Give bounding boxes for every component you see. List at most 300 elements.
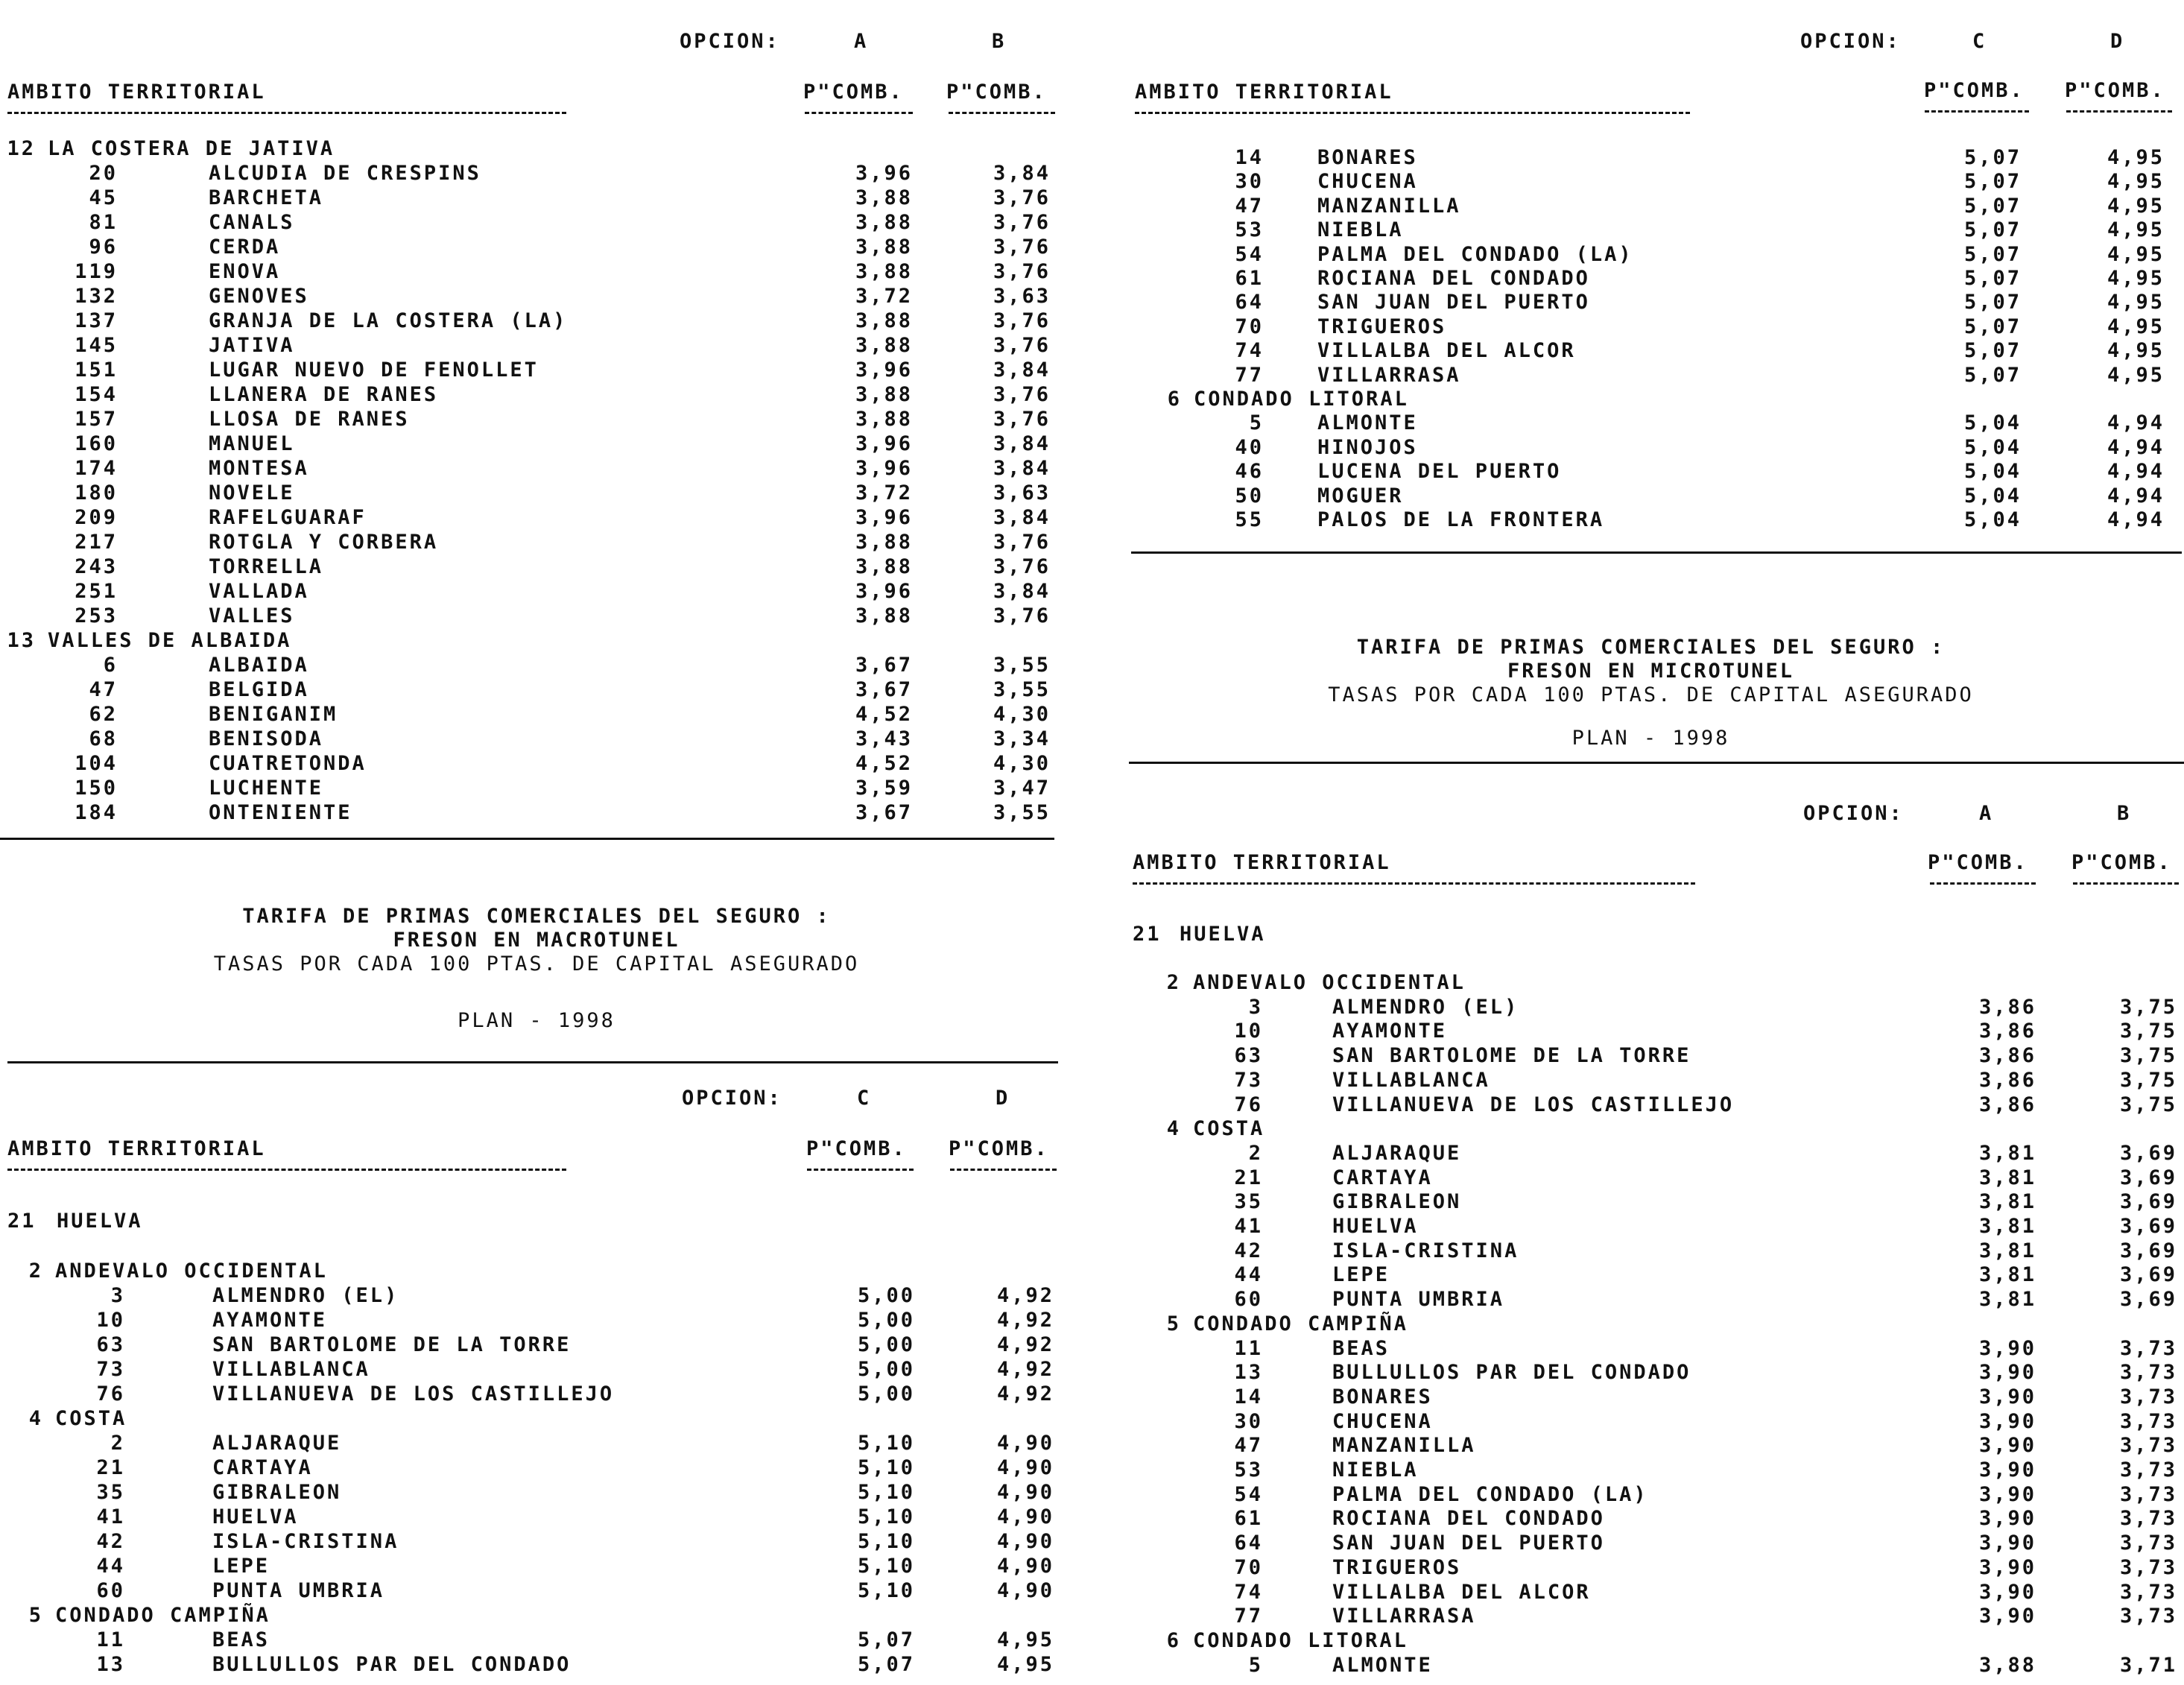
rate-value: 3,69	[2119, 1239, 2177, 1262]
municipio-name: VILLALBA DEL ALCOR	[1332, 1581, 1591, 1604]
opcion-label: OPCION:	[680, 30, 780, 53]
municipio-name: NOVELE	[209, 481, 295, 505]
rate-value: 4,95	[2107, 315, 2165, 338]
municipio-code: 21	[96, 1456, 125, 1479]
municipio-name: GIBRALEON	[212, 1481, 342, 1504]
rate-value: 3,84	[993, 358, 1051, 382]
municipio-name: VILLARRASA	[1317, 364, 1461, 387]
municipio-code: 253	[75, 604, 118, 627]
pcomb-header-a: P"COMB.	[803, 80, 904, 104]
rate-value: 5,07	[1963, 339, 2022, 362]
rate-value: 3,86	[1978, 996, 2036, 1019]
municipio-name: PALMA DEL CONDADO (LA)	[1317, 243, 1633, 266]
municipio-name: BULLULLOS PAR DEL CONDADO	[212, 1653, 572, 1676]
municipio-name: PALOS DE LA FRONTERA	[1317, 508, 1605, 531]
rate-value: 3,88	[855, 555, 913, 578]
rate-value: 3,76	[993, 334, 1051, 357]
rate-value: 3,73	[2119, 1531, 2177, 1555]
municipio-code: 76	[96, 1382, 125, 1406]
rate-value: 5,07	[857, 1653, 915, 1676]
rate-value: 3,84	[993, 457, 1051, 480]
tariff-title: TARIFA DE PRIMAS COMERCIALES DEL SEGURO :	[1356, 636, 1946, 659]
rate-value: 4,95	[2107, 195, 2165, 218]
rate-value: 5,10	[857, 1530, 915, 1553]
rate-value: 3,81	[1978, 1288, 2036, 1311]
municipio-code: 151	[75, 358, 118, 382]
rate-value: 3,43	[855, 727, 913, 750]
rate-value: 5,04	[1963, 411, 2022, 434]
ambito-territorial-header: AMBITO TERRITORIAL	[7, 1137, 266, 1160]
col-b-underline	[2073, 882, 2179, 885]
rate-value: 4,95	[2107, 146, 2165, 169]
section-divider	[0, 838, 1054, 840]
pcomb-header-d: P"COMB.	[2065, 79, 2165, 102]
rate-value: 4,30	[993, 703, 1051, 726]
municipio-code: 50	[1235, 484, 1264, 508]
municipio-name: ISLA-CRISTINA	[1332, 1239, 1519, 1262]
municipio-name: TORRELLA	[209, 555, 324, 578]
municipio-code: 73	[1234, 1069, 1263, 1092]
comarca-name: VALLES DE ALBAIDA	[48, 629, 292, 652]
rate-value: 5,07	[1963, 195, 2022, 218]
municipio-name: TRIGUEROS	[1332, 1556, 1462, 1579]
rate-value: 4,95	[2107, 243, 2165, 266]
municipio-code: 157	[75, 408, 118, 431]
comarca-code: 13	[7, 629, 36, 652]
municipio-code: 119	[75, 260, 118, 283]
municipio-name: VILLANUEVA DE LOS CASTILLEJO	[212, 1382, 615, 1406]
ambito-territorial-header: AMBITO TERRITORIAL	[7, 80, 266, 104]
rate-value: 3,73	[2119, 1410, 2177, 1433]
option-a-label: A	[854, 30, 869, 53]
municipio-name: TRIGUEROS	[1317, 315, 1447, 338]
municipio-code: 74	[1234, 1581, 1263, 1604]
rate-value: 3,81	[1978, 1239, 2036, 1262]
rate-value: 3,73	[2119, 1581, 2177, 1604]
municipio-name: PALMA DEL CONDADO (LA)	[1332, 1483, 1648, 1506]
rate-value: 4,94	[2107, 484, 2165, 508]
rate-value: 4,92	[996, 1358, 1054, 1381]
municipio-name: CERDA	[209, 235, 281, 259]
comarca-code: 6	[1167, 388, 1182, 411]
municipio-code: 180	[75, 481, 118, 505]
rate-value: 3,69	[2119, 1215, 2177, 1238]
municipio-code: 41	[1234, 1215, 1263, 1238]
municipio-name: ALCUDIA DE CRESPINS	[209, 162, 481, 185]
municipio-name: BONARES	[1317, 146, 1418, 169]
rate-value: 5,00	[857, 1358, 915, 1381]
municipio-name: CUATRETONDA	[209, 752, 367, 775]
rate-value: 3,73	[2119, 1385, 2177, 1409]
tasas-subtitle: TASAS POR CADA 100 PTAS. DE CAPITAL ASEGURADO	[1328, 683, 1974, 706]
rate-value: 3,90	[1978, 1361, 2036, 1384]
municipio-name: ROCIANA DEL CONDADO	[1332, 1507, 1605, 1530]
municipio-name: GIBRALEON	[1332, 1190, 1462, 1213]
rate-value: 4,94	[2107, 411, 2165, 434]
rate-value: 3,55	[993, 801, 1051, 824]
province-code: 21	[1133, 923, 1162, 946]
rate-value: 4,95	[2107, 218, 2165, 241]
section-divider	[1129, 762, 2184, 764]
province-name: HUELVA	[1180, 923, 1266, 946]
col-a-underline	[805, 112, 913, 114]
rate-value: 3,55	[993, 678, 1051, 701]
rate-value: 3,84	[993, 580, 1051, 603]
municipio-name: BARCHETA	[209, 186, 324, 209]
municipio-code: 174	[75, 457, 118, 480]
rate-value: 3,90	[1978, 1483, 2036, 1506]
municipio-code: 96	[89, 235, 118, 259]
rate-value: 4,90	[996, 1579, 1054, 1602]
rate-value: 4,90	[996, 1530, 1054, 1553]
municipio-code: 81	[89, 211, 118, 234]
municipio-code: 35	[1234, 1190, 1263, 1213]
municipio-code: 73	[96, 1358, 125, 1381]
rate-value: 3,81	[1978, 1142, 2036, 1165]
rate-value: 5,04	[1963, 484, 2022, 508]
rate-value: 4,90	[996, 1432, 1054, 1455]
rate-value: 3,67	[855, 801, 913, 824]
rate-value: 3,75	[2119, 996, 2177, 1019]
municipio-code: 14	[1235, 146, 1264, 169]
rate-value: 4,95	[2107, 267, 2165, 290]
section-divider	[1131, 551, 2182, 554]
municipio-code: 13	[1234, 1361, 1263, 1384]
table-body-s1	[0, 137, 1073, 838]
rate-value: 5,00	[857, 1333, 915, 1356]
rate-value: 3,73	[2119, 1434, 2177, 1457]
municipio-name: BENISODA	[209, 727, 324, 750]
municipio-code: 20	[89, 162, 118, 185]
rate-value: 5,04	[1963, 436, 2022, 459]
comarca-code: 2	[1166, 971, 1181, 994]
rate-value: 4,95	[996, 1628, 1054, 1651]
plan-year: PLAN - 1998	[1571, 727, 1730, 750]
municipio-name: BEAS	[212, 1628, 270, 1651]
rate-value: 4,94	[2107, 436, 2165, 459]
municipio-name: AYAMONTE	[212, 1309, 328, 1332]
rate-value: 3,75	[2119, 1093, 2177, 1116]
rate-value: 3,90	[1978, 1507, 2036, 1530]
municipio-name: GENOVES	[209, 285, 309, 308]
rate-value: 3,76	[993, 260, 1051, 283]
rate-value: 3,63	[993, 285, 1051, 308]
municipio-name: VILLANUEVA DE LOS CASTILLEJO	[1332, 1093, 1735, 1116]
rate-value: 5,00	[857, 1284, 915, 1307]
municipio-name: CANALS	[209, 211, 295, 234]
municipio-code: 11	[1234, 1337, 1263, 1360]
pcomb-header-b: P"COMB.	[946, 80, 1047, 104]
municipio-name: CARTAYA	[212, 1456, 313, 1479]
rate-value: 3,88	[855, 309, 913, 332]
municipio-code: 2	[1248, 1142, 1263, 1165]
municipio-code: 41	[96, 1505, 125, 1528]
comarca-code: 2	[28, 1259, 43, 1283]
municipio-code: 5	[1249, 411, 1264, 434]
municipio-name: ALBAIDA	[209, 654, 309, 677]
rate-value: 4,95	[2107, 339, 2165, 362]
col-d-underline	[2066, 110, 2172, 113]
rate-value: 3,90	[1978, 1531, 2036, 1555]
municipio-code: 47	[89, 678, 118, 701]
municipio-name: VALLES	[209, 604, 295, 627]
municipio-name: HUELVA	[1332, 1215, 1419, 1238]
rate-value: 3,73	[2119, 1556, 2177, 1579]
municipio-code: 160	[75, 432, 118, 455]
municipio-name: SAN JUAN DEL PUERTO	[1317, 291, 1590, 314]
municipio-code: 13	[96, 1653, 125, 1676]
rate-value: 5,07	[1963, 146, 2022, 169]
comarca-code: 5	[28, 1604, 43, 1627]
municipio-name: ALMENDRO (EL)	[212, 1284, 399, 1307]
rate-value: 3,69	[2119, 1142, 2177, 1165]
rate-value: 4,52	[855, 703, 913, 726]
province-code: 21	[7, 1210, 37, 1233]
rate-value: 3,88	[855, 383, 913, 406]
municipio-code: 63	[1234, 1044, 1263, 1067]
municipio-name: MANZANILLA	[1332, 1434, 1476, 1457]
municipio-name: PUNTA UMBRIA	[212, 1579, 385, 1602]
municipio-name: GRANJA DE LA COSTERA (LA)	[209, 309, 568, 332]
table-body-s3	[1118, 146, 2184, 541]
rate-value: 3,73	[2119, 1483, 2177, 1506]
rate-value: 3,96	[855, 358, 913, 382]
municipio-name: LLANERA DE RANES	[209, 383, 439, 406]
option-b-label: B	[992, 30, 1007, 53]
col-d-underline	[950, 1169, 1057, 1171]
rate-value: 4,95	[2107, 291, 2165, 314]
municipio-code: 77	[1234, 1605, 1263, 1628]
rate-value: 4,94	[2107, 460, 2165, 483]
municipio-code: 53	[1235, 218, 1264, 241]
rate-value: 3,90	[1978, 1605, 2036, 1628]
municipio-name: ALMONTE	[1317, 411, 1418, 434]
option-c-label: C	[1972, 30, 1987, 53]
municipio-code: 10	[96, 1309, 125, 1332]
municipio-code: 64	[1234, 1531, 1263, 1555]
rate-value: 4,92	[996, 1333, 1054, 1356]
municipio-name: BEAS	[1332, 1337, 1390, 1360]
rate-value: 5,07	[1963, 170, 2022, 193]
rate-value: 3,69	[2119, 1288, 2177, 1311]
table-body-s2	[0, 1259, 1073, 1681]
pcomb-header-c: P"COMB.	[806, 1137, 907, 1160]
rate-value: 3,96	[855, 580, 913, 603]
municipio-name: NIEBLA	[1317, 218, 1404, 241]
comarca-name: CONDADO LITORAL	[1194, 388, 1409, 411]
municipio-code: 40	[1235, 436, 1264, 459]
municipio-code: 63	[96, 1333, 125, 1356]
municipio-code: 217	[75, 531, 118, 554]
rate-value: 5,07	[1963, 218, 2022, 241]
municipio-code: 44	[1234, 1263, 1263, 1286]
pcomb-header-c: P"COMB.	[1924, 79, 2025, 102]
rate-value: 3,88	[855, 334, 913, 357]
municipio-code: 62	[89, 703, 118, 726]
rate-value: 4,95	[2107, 364, 2165, 387]
municipio-code: 3	[110, 1284, 125, 1307]
header-underline	[7, 1169, 566, 1171]
municipio-code: 47	[1235, 195, 1264, 218]
rate-value: 5,10	[857, 1432, 915, 1455]
rate-value: 3,67	[855, 678, 913, 701]
municipio-code: 45	[89, 186, 118, 209]
municipio-code: 243	[75, 555, 118, 578]
ambito-territorial-header: AMBITO TERRITORIAL	[1135, 80, 1393, 104]
municipio-code: 150	[75, 777, 118, 800]
municipio-code: 251	[75, 580, 118, 603]
rate-value: 4,95	[2107, 170, 2165, 193]
rate-value: 4,90	[996, 1456, 1054, 1479]
municipio-name: VILLABLANCA	[1332, 1069, 1490, 1092]
municipio-code: 77	[1235, 364, 1264, 387]
rate-value: 3,84	[993, 432, 1051, 455]
municipio-name: CARTAYA	[1332, 1166, 1433, 1189]
municipio-name: LUGAR NUEVO DE FENOLLET	[209, 358, 539, 382]
option-c-label: C	[857, 1087, 872, 1110]
municipio-name: BELGIDA	[209, 678, 309, 701]
rate-value: 4,30	[993, 752, 1051, 775]
municipio-name: LUCENA DEL PUERTO	[1317, 460, 1562, 483]
municipio-code: 2	[110, 1432, 125, 1455]
rate-value: 3,88	[855, 408, 913, 431]
rate-value: 3,76	[993, 235, 1051, 259]
rate-value: 5,07	[1963, 243, 2022, 266]
tasas-subtitle: TASAS POR CADA 100 PTAS. DE CAPITAL ASEGURADO	[213, 952, 860, 976]
municipio-code: 5	[1248, 1654, 1263, 1677]
municipio-name: BONARES	[1332, 1385, 1433, 1409]
rate-value: 3,72	[855, 481, 913, 505]
rate-value: 3,69	[2119, 1166, 2177, 1189]
municipio-code: 76	[1234, 1093, 1263, 1116]
rate-value: 5,07	[1963, 315, 2022, 338]
opcion-label: OPCION:	[1803, 802, 1904, 825]
municipio-name: VALLADA	[209, 580, 309, 603]
municipio-code: 145	[75, 334, 118, 357]
municipio-name: LEPE	[1332, 1263, 1390, 1286]
municipio-code: 10	[1234, 1019, 1263, 1043]
municipio-code: 42	[96, 1530, 125, 1553]
municipio-code: 35	[96, 1481, 125, 1504]
municipio-name: ALJARAQUE	[1332, 1142, 1462, 1165]
rate-value: 4,90	[996, 1505, 1054, 1528]
municipio-name: JATIVA	[209, 334, 295, 357]
rate-value: 4,90	[996, 1555, 1054, 1578]
comarca-name: CONDADO LITORAL	[1193, 1629, 1408, 1652]
municipio-code: 53	[1234, 1458, 1263, 1482]
municipio-name: SAN BARTOLOME DE LA TORRE	[1332, 1044, 1691, 1067]
municipio-name: MONTESA	[209, 457, 309, 480]
municipio-code: 44	[96, 1555, 125, 1578]
municipio-code: 184	[75, 801, 118, 824]
rate-value: 3,75	[2119, 1069, 2177, 1092]
municipio-name: MOGUER	[1317, 484, 1404, 508]
province-name: HUELVA	[57, 1210, 143, 1233]
rate-value: 3,88	[855, 235, 913, 259]
pcomb-header-a: P"COMB.	[1928, 851, 2028, 874]
comarca-name: LA COSTERA DE JATIVA	[48, 137, 335, 160]
rate-value: 3,76	[993, 211, 1051, 234]
ambito-territorial-header: AMBITO TERRITORIAL	[1133, 851, 1391, 874]
rate-value: 3,59	[855, 777, 913, 800]
rate-value: 3,73	[2119, 1337, 2177, 1360]
header-underline	[7, 112, 566, 114]
rate-value: 3,90	[1978, 1458, 2036, 1482]
rate-value: 5,10	[857, 1505, 915, 1528]
municipio-code: 55	[1235, 508, 1264, 531]
comarca-name: CONDADO CAMPIÑA	[55, 1604, 270, 1627]
rate-value: 3,88	[855, 211, 913, 234]
municipio-name: SAN BARTOLOME DE LA TORRE	[212, 1333, 572, 1356]
rate-value: 3,81	[1978, 1263, 2036, 1286]
header-underline	[1133, 882, 1695, 885]
rate-value: 5,10	[857, 1481, 915, 1504]
rate-value: 3,88	[855, 186, 913, 209]
option-d-label: D	[996, 1087, 1010, 1110]
municipio-code: 61	[1235, 267, 1264, 290]
municipio-name: RAFELGUARAF	[209, 506, 367, 529]
comarca-name: ANDEVALO OCCIDENTAL	[1193, 971, 1466, 994]
rate-value: 3,84	[993, 506, 1051, 529]
pcomb-header-d: P"COMB.	[949, 1137, 1049, 1160]
municipio-code: 68	[89, 727, 118, 750]
rate-value: 3,63	[993, 481, 1051, 505]
municipio-name: PUNTA UMBRIA	[1332, 1288, 1505, 1311]
municipio-name: BENIGANIM	[209, 703, 338, 726]
rate-value: 3,86	[1978, 1069, 2036, 1092]
municipio-code: 54	[1235, 243, 1264, 266]
rate-value: 3,73	[2119, 1507, 2177, 1530]
comarca-code: 12	[7, 137, 36, 160]
tariff-title: TARIFA DE PRIMAS COMERCIALES DEL SEGURO :	[242, 905, 831, 928]
municipio-code: 60	[96, 1579, 125, 1602]
rate-value: 3,76	[993, 531, 1051, 554]
rate-value: 3,76	[993, 383, 1051, 406]
rate-value: 3,69	[2119, 1263, 2177, 1286]
municipio-code: 70	[1234, 1556, 1263, 1579]
municipio-code: 54	[1234, 1483, 1263, 1506]
rate-value: 3,88	[855, 531, 913, 554]
section-divider	[7, 1061, 1058, 1063]
rate-value: 3,96	[855, 506, 913, 529]
municipio-name: MANZANILLA	[1317, 195, 1461, 218]
rate-value: 3,67	[855, 654, 913, 677]
municipio-code: 137	[75, 309, 118, 332]
rate-value: 4,52	[855, 752, 913, 775]
opcion-label: OPCION:	[1800, 30, 1901, 53]
col-b-underline	[949, 112, 1055, 114]
rate-value: 3,96	[855, 457, 913, 480]
municipio-code: 209	[75, 506, 118, 529]
col-c-underline	[807, 1169, 914, 1171]
municipio-name: ENOVA	[209, 260, 281, 283]
municipio-code: 70	[1235, 315, 1264, 338]
comarca-code: 6	[1166, 1629, 1181, 1652]
rate-value: 4,92	[996, 1284, 1054, 1307]
rate-value: 3,96	[855, 432, 913, 455]
rate-value: 3,81	[1978, 1215, 2036, 1238]
option-b-label: B	[2117, 802, 2132, 825]
rate-value: 3,75	[2119, 1044, 2177, 1067]
comarca-name: COSTA	[55, 1407, 127, 1430]
municipio-name: ONTENIENTE	[209, 801, 352, 824]
rate-value: 3,88	[855, 260, 913, 283]
municipio-code: 6	[103, 654, 118, 677]
rate-value: 3,86	[1978, 1044, 2036, 1067]
rate-value: 4,92	[996, 1382, 1054, 1406]
rate-value: 5,00	[857, 1309, 915, 1332]
municipio-code: 64	[1235, 291, 1264, 314]
